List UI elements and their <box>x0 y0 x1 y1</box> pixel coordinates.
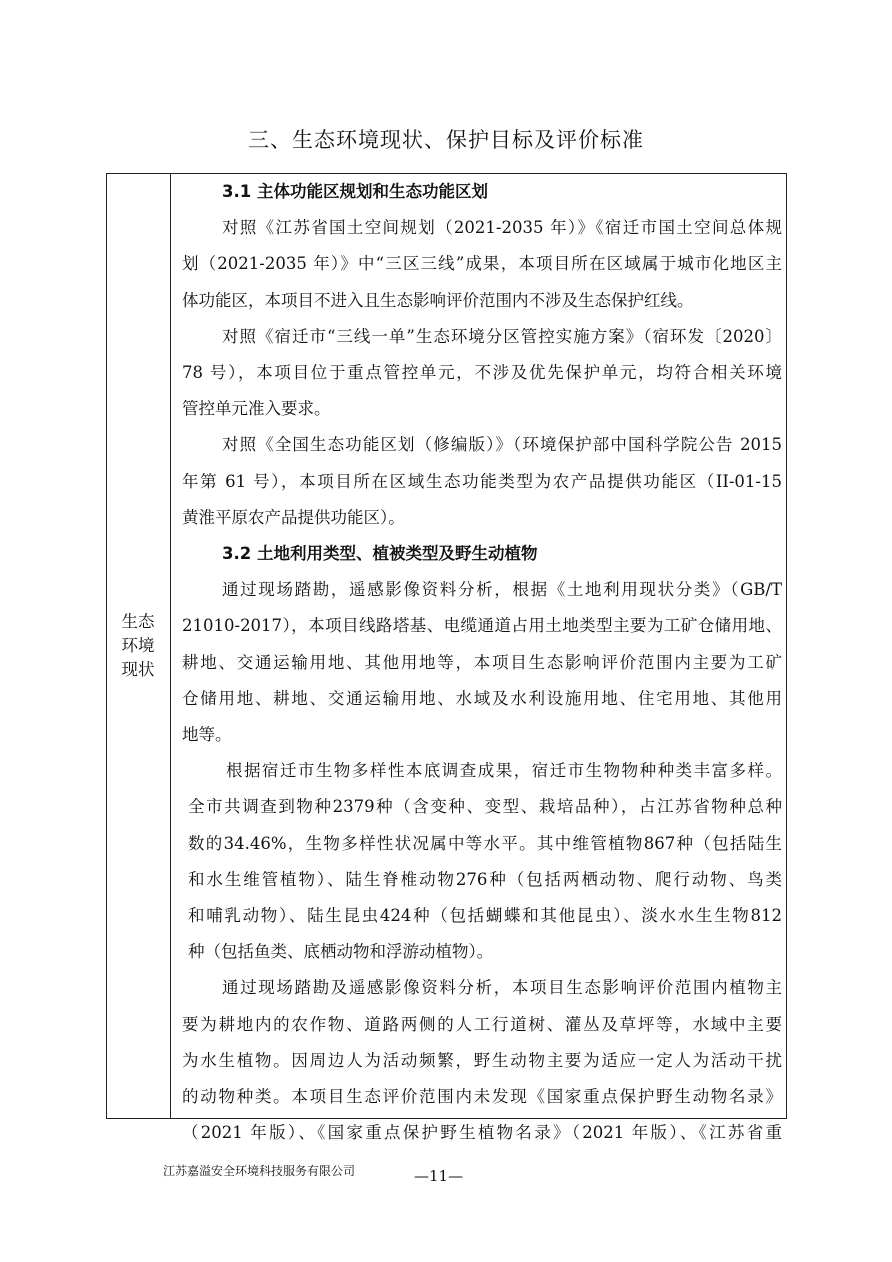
side-label-line: 现状 <box>121 660 155 679</box>
text-line: 地等。 <box>182 725 232 744</box>
side-column <box>107 174 171 1118</box>
text-line: 的动物种类。本项目生态评价范围内未发现《国家重点保护野生动物名录》 <box>182 1087 782 1106</box>
page-title: 三、生态环境现状、保护目标及评价标准 <box>248 128 644 152</box>
text-line: 和水生维管植物）、陆生脊椎动物276种（包括两栖动物、爬行动物、鸟类 <box>188 869 782 889</box>
side-label-line: 生态 <box>121 612 155 631</box>
section-heading: 3.1 主体功能区规划和生态功能区划 <box>222 182 488 201</box>
side-label-line: 环境 <box>121 636 155 655</box>
text-line: 通过现场踏勘，遥感影像资料分析，根据《土地利用现状分类》（GB/T <box>222 580 782 600</box>
text-line: 通过现场踏勘及遥感影像资料分析，本项目生态影响评价范围内植物主 <box>222 978 782 998</box>
text-line: （2021 年版）、《国家重点保护野生植物名录》（2021 年版）、《江苏省重 <box>182 1123 782 1143</box>
side-label <box>107 610 169 682</box>
text-line: 年第 61 号），本项目所在区域生态功能类型为农产品提供功能区（II-01-15 <box>182 471 782 491</box>
text-line: 数的34.46%，生物多样性状况属中等水平。其中维管植物867种（包括陆生 <box>188 833 782 853</box>
text-line: 黄淮平原农产品提供功能区）。 <box>182 507 405 527</box>
text-line: 体功能区，本项目不进入且生态影响评价范围内不涉及生态保护红线。 <box>182 290 694 310</box>
text-line: 耕地、交通运输用地、其他用地等，本项目生态影响评价范围内主要为工矿 <box>182 652 782 672</box>
text-line: 全市共调查到物种2379种（含变种、变型、栽培品种），占江苏省物种总种 <box>188 797 782 817</box>
text-line: 对照《宿迁市“三线一单”生态环境分区管控实施方案》（宿环发〔2020〕 <box>222 326 782 346</box>
text-line: 管控单元准入要求。 <box>182 399 331 419</box>
content-table <box>106 173 787 1143</box>
text-line: 仓储用地、耕地、交通运输用地、水域及水利设施用地、住宅用地、其他用 <box>182 688 782 708</box>
text-line: 对照《全国生态功能区划（修编版）》（环境保护部中国科学院公告 2015 <box>222 435 782 455</box>
text-line: 对照《江苏省国土空间规划（2021-2035 年）》《宿迁市国土空间总体规 <box>222 218 782 238</box>
text-line: 78 号），本项目位于重点管控单元，不涉及优先保护单元，均符合相关环境 <box>182 363 782 382</box>
text-line: 根据宿迁市生物多样性本底调查成果，宿迁市生物物种种类丰富多样。 <box>226 761 782 781</box>
text-line: 和哺乳动物）、陆生昆虫424种（包括蝴蝶和其他昆虫）、淡水水生生物812 <box>188 906 782 925</box>
text-line: 种（包括鱼类、底栖动物和浮游动植物）。 <box>188 942 494 962</box>
text-line: 划（2021-2035 年）》中“三区三线”成果，本项目所在区域属于城市化地区主 <box>182 254 782 274</box>
section-heading: 3.2 土地利用类型、植被类型及野生动植物 <box>222 544 538 563</box>
page-number: —11— <box>414 1167 464 1185</box>
text-line: 要为耕地内的农作物、道路两侧的人工行道树、灌丛及草坪等，水域中主要 <box>182 1014 782 1034</box>
footer-company: 江苏嘉溢安全环境科技服务有限公司 <box>163 1164 356 1178</box>
text-line: 21010-2017），本项目线路塔基、电缆通道占用土地类型主要为工矿仓储用地、 <box>182 616 782 636</box>
text-line: 为水生植物。因周边人为活动频繁，野生动物主要为适应一定人为活动干扰 <box>182 1050 782 1070</box>
